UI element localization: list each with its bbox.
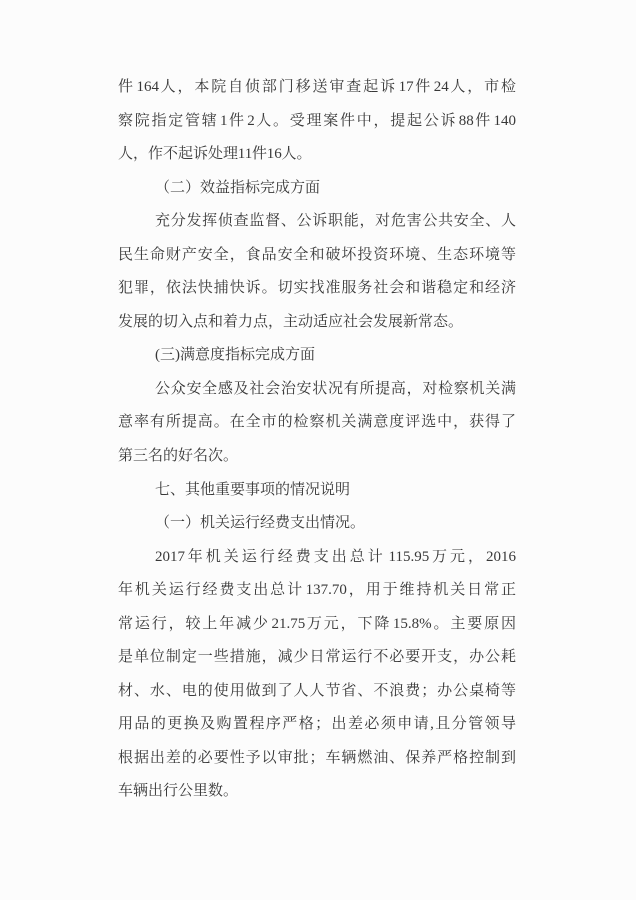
text-line: 人，作不起诉处理 11 件 16 人。 [118, 146, 312, 163]
text-line: 民生命财产安全，食品安全和破坏投资环境、生态环境等 [118, 246, 516, 263]
text-line: 察院指定管辖 1 件 2 人。受理案件中，提起公诉 88 件 140 [118, 112, 516, 129]
text-line: 2017 年机关运行经费支出总计 115.95 万元，2016 [155, 548, 516, 565]
text-line: 件 164 人，本院自侦部门移送审查起诉 17 件 24 人，市检 [118, 79, 516, 95]
heading-line: 七、其他重要事项的情况说明 [155, 481, 351, 498]
text-line: 车辆出行公里数。 [118, 783, 239, 800]
text-line: 常运行，较上年减少 21.75 万元，下降 15.8%。主要原因 [118, 615, 516, 632]
text-line: 意率有所提高。在全市的检察机关满意度评选中，获得了 [118, 414, 516, 431]
heading-line: （二）效益指标完成方面 [155, 179, 321, 196]
text-line: 根据出差的必要性予以审批；车辆燃油、保养严格控制到 [118, 749, 516, 766]
text-line: 犯罪，依法快捕快诉。切实找准服务社会和谐稳定和经济 [118, 280, 516, 297]
text-line: 用品的更换及购置程序严格；出差必须申请,且分管领导 [118, 716, 516, 733]
text-line: 年机关运行经费支出总计 137.70，用于维持机关日常正 [118, 582, 516, 599]
text-line: 是单位制定一些措施，减少日常运行不必要开支，办公耗 [118, 649, 516, 666]
text-line: 发展的切入点和着力点，主动适应社会发展新常态。 [118, 313, 464, 330]
text-line: 第三名的好名次。 [118, 448, 239, 465]
text-line: 充分发挥侦查监督、公诉职能，对危害公共安全、人 [155, 213, 516, 230]
document-text-block [118, 71, 516, 809]
text-line: 材、水、电的使用做到了人人节省、不浪费；办公桌椅等 [118, 682, 516, 699]
heading-line: (三)满意度指标完成方面 [155, 347, 315, 364]
heading-line: （一）机关运行经费支出情况。 [155, 515, 366, 532]
text-line: 公众安全感及社会治安状况有所提高，对检察机关满 [155, 380, 516, 397]
